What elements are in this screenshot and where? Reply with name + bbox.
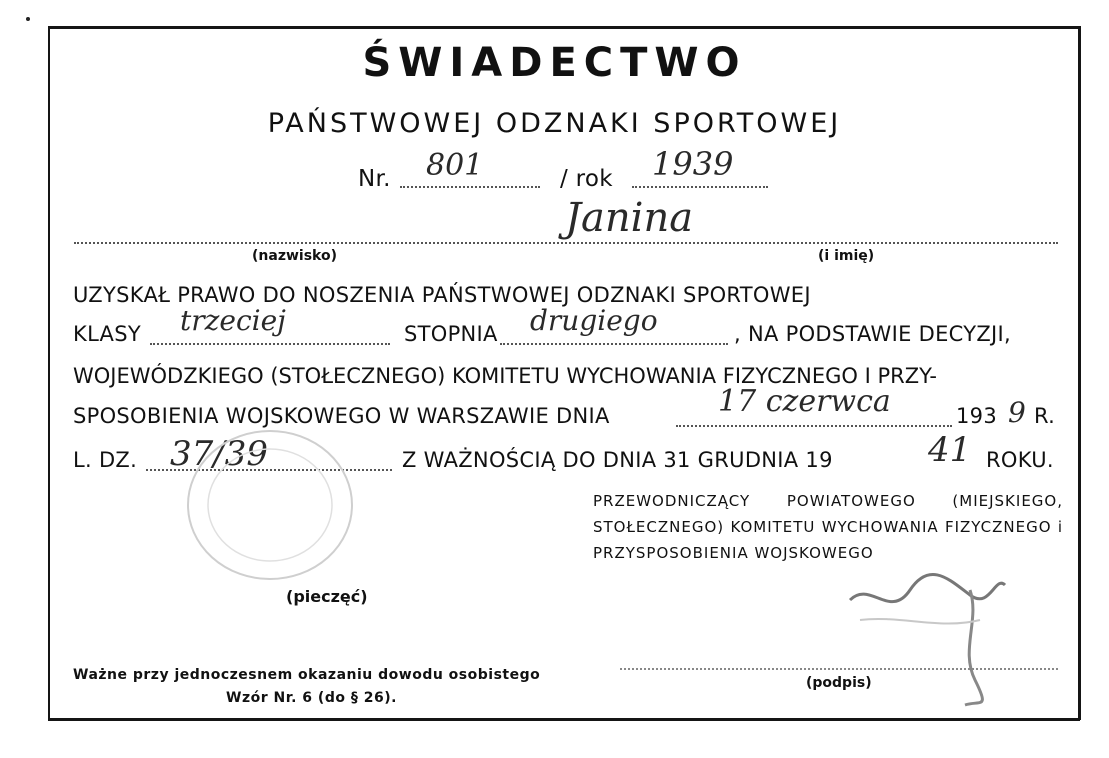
footer-validity-note: Ważne przy jednoczesnem okazaniu dowodu osobistego (73, 667, 541, 683)
nr-label: Nr. (358, 166, 391, 192)
date-dotted-line (676, 425, 952, 427)
year-digit-handwritten: 9 (1008, 396, 1026, 429)
nr-dotted-line (400, 186, 540, 188)
year-printed: 193 (956, 404, 997, 428)
klasy-value: trzeciej (180, 304, 286, 337)
training-line: SPOSOBIENIA WOJSKOWEGO W WARSZAWIE DNIA (73, 404, 610, 428)
ldz-value: 37/39 (170, 434, 268, 474)
rok-value: 1939 (652, 145, 734, 183)
stopnia-value: drugiego (530, 304, 658, 337)
committee-line: WOJEWÓDZKIEGO (STOŁECZNEGO) KOMITETU WYCHOWANIA FIZYCZNEGO I PRZY- (73, 364, 938, 388)
validity-text: Z WAŻNOŚCIĄ DO DNIA 31 GRUDNIA 19 (402, 448, 833, 472)
roku-label: ROKU. (986, 448, 1054, 472)
ldz-label: L. DZ. (73, 448, 138, 472)
rok-dotted-line (632, 186, 768, 188)
stray-mark (26, 17, 30, 21)
rights-statement: UZYSKAŁ PRAWO DO NOSZENIA PAŃSTWOWEJ ODZNAKI SPORTOWEJ (73, 283, 811, 307)
stopnia-dotted-line (500, 343, 728, 345)
signature-dotted-line (620, 668, 1058, 670)
klasy-dotted-line (150, 343, 390, 345)
validity-year: 41 (928, 430, 972, 470)
first-name-value: Janina (565, 195, 694, 241)
chairman-title: PRZEWODNICZĄCY POWIATOWEGO (MIEJSKIEGO, STOŁECZNEGO) KOMITETU WYCHOWANIA FIZYCZNEGO i PRZYSPOSOBIENIA WOJSKOWEGO (593, 492, 1063, 562)
name-dotted-line (74, 242, 1058, 244)
seal-caption: (pieczęć) (286, 587, 368, 606)
frame-bottom-border (48, 718, 1080, 721)
name-caption: (i imię) (818, 248, 875, 264)
decision-text: , NA PODSTAWIE DECYZJI, (734, 322, 1012, 346)
footer-form-number: Wzór Nr. 6 (do § 26). (226, 690, 397, 706)
document-title: ŚWIADECTWO (362, 40, 747, 86)
klasy-label: KLASY (73, 322, 141, 346)
frame-top-border (48, 26, 1080, 29)
seal-stamp-faded (180, 425, 360, 585)
r-label: R. (1034, 404, 1056, 428)
stopnia-label: STOPNIA (404, 322, 498, 346)
document-subtitle: PAŃSTWOWEJ ODZNAKI SPORTOWEJ (267, 108, 842, 139)
date-value: 17 czerwca (718, 384, 891, 419)
nr-value: 801 (426, 148, 484, 183)
rok-label: / rok (560, 166, 613, 192)
surname-caption: (nazwisko) (252, 248, 337, 264)
signature-caption: (podpis) (806, 675, 872, 691)
